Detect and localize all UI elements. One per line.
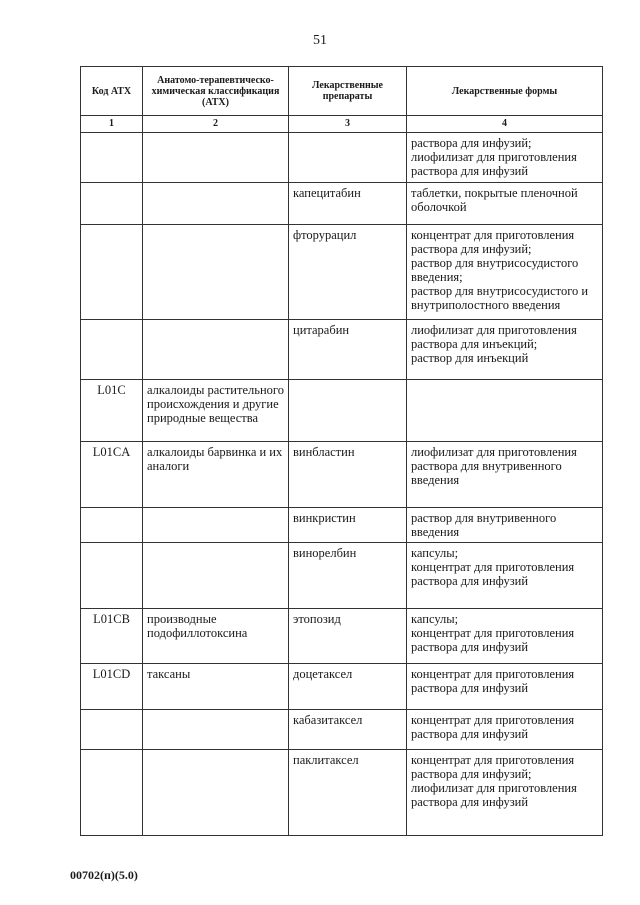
drug-name-cell: цитарабин xyxy=(289,320,407,380)
table-row xyxy=(81,225,603,320)
dosage-forms-cell: концентрат для приготовления раствора для инфузий; лиофилизат для приготовления раствора для инфузий xyxy=(407,750,603,836)
dosage-forms-cell: таблетки, покрытые пленочной оболочкой xyxy=(407,183,603,225)
header-dosage-forms: Лекарственные формы xyxy=(407,67,603,116)
atc-code-cell: L01CD xyxy=(81,664,143,710)
atc-class-cell xyxy=(143,710,289,750)
drug-name-cell: доцетаксел xyxy=(289,664,407,710)
table-row xyxy=(81,543,603,609)
dosage-forms-cell xyxy=(407,380,603,442)
table-row xyxy=(81,133,603,183)
table-row xyxy=(81,664,603,710)
atc-code-cell: L01C xyxy=(81,380,143,442)
dosage-forms-cell: концентрат для приготовления раствора для инфузий xyxy=(407,710,603,750)
header-atc-code: Код АТХ xyxy=(81,67,143,116)
atc-code-cell xyxy=(81,508,143,543)
atc-class-cell xyxy=(143,543,289,609)
drug-name-cell: винкристин xyxy=(289,508,407,543)
atc-class-cell: алкалоиды барвинка и их аналоги xyxy=(143,442,289,508)
dosage-forms-cell: раствор для внутривенного введения xyxy=(407,508,603,543)
table-row xyxy=(81,183,603,225)
column-number: 4 xyxy=(407,116,603,133)
atc-code-cell xyxy=(81,710,143,750)
dosage-forms-cell: концентрат для приготовления раствора для инфузий; раствор для внутрисосудистого введения; раствор для внутрисосудистого и внутриполостного введения xyxy=(407,225,603,320)
atc-class-cell xyxy=(143,183,289,225)
drug-name-cell xyxy=(289,380,407,442)
table-row xyxy=(81,609,603,664)
table-row xyxy=(81,750,603,836)
drug-name-cell: этопозид xyxy=(289,609,407,664)
document-code: 00702(п)(5.0) xyxy=(70,868,138,882)
atc-code-cell: L01CA xyxy=(81,442,143,508)
header-drugs: Лекарственные препараты xyxy=(289,67,407,116)
drug-name-cell: фторурацил xyxy=(289,225,407,320)
atc-class-cell xyxy=(143,225,289,320)
table-row xyxy=(81,710,603,750)
atc-class-cell xyxy=(143,750,289,836)
atc-code-cell xyxy=(81,750,143,836)
atc-code-cell xyxy=(81,320,143,380)
drug-name-cell: винорелбин xyxy=(289,543,407,609)
column-number-row xyxy=(81,116,603,133)
column-number: 1 xyxy=(81,116,143,133)
column-number: 2 xyxy=(143,116,289,133)
atc-class-cell xyxy=(143,508,289,543)
drug-name-cell: винбластин xyxy=(289,442,407,508)
atc-code-cell xyxy=(81,225,143,320)
dosage-forms-cell: капсулы; концентрат для приготовления раствора для инфузий xyxy=(407,609,603,664)
atc-class-cell: производные подофиллотоксина xyxy=(143,609,289,664)
dosage-forms-cell: раствора для инфузий; лиофилизат для приготовления раствора для инфузий xyxy=(407,133,603,183)
atc-class-cell xyxy=(143,320,289,380)
header-atc-classification: Анатомо-терапевтическо-химическая классификация (АТХ) xyxy=(143,67,289,116)
table-row xyxy=(81,320,603,380)
atc-code-cell xyxy=(81,543,143,609)
table-row xyxy=(81,380,603,442)
atc-class-cell: таксаны xyxy=(143,664,289,710)
atc-code-cell: L01CB xyxy=(81,609,143,664)
table-row xyxy=(81,442,603,508)
atc-class-cell xyxy=(143,133,289,183)
atc-code-cell xyxy=(81,133,143,183)
drug-name-cell: кабазитаксел xyxy=(289,710,407,750)
drug-name-cell xyxy=(289,133,407,183)
header-row xyxy=(81,67,603,116)
column-number: 3 xyxy=(289,116,407,133)
dosage-forms-cell: лиофилизат для приготовления раствора для внутривенного введения xyxy=(407,442,603,508)
atc-code-cell xyxy=(81,183,143,225)
table-row xyxy=(81,508,603,543)
atc-table xyxy=(80,66,603,836)
atc-class-cell: алкалоиды растительного происхождения и другие природные вещества xyxy=(143,380,289,442)
drug-name-cell: капецитабин xyxy=(289,183,407,225)
dosage-forms-cell: капсулы; концентрат для приготовления раствора для инфузий xyxy=(407,543,603,609)
drug-name-cell: паклитаксел xyxy=(289,750,407,836)
page-number: 51 xyxy=(313,33,327,48)
dosage-forms-cell: лиофилизат для приготовления раствора для инъекций; раствор для инъекций xyxy=(407,320,603,380)
dosage-forms-cell: концентрат для приготовления раствора для инфузий xyxy=(407,664,603,710)
